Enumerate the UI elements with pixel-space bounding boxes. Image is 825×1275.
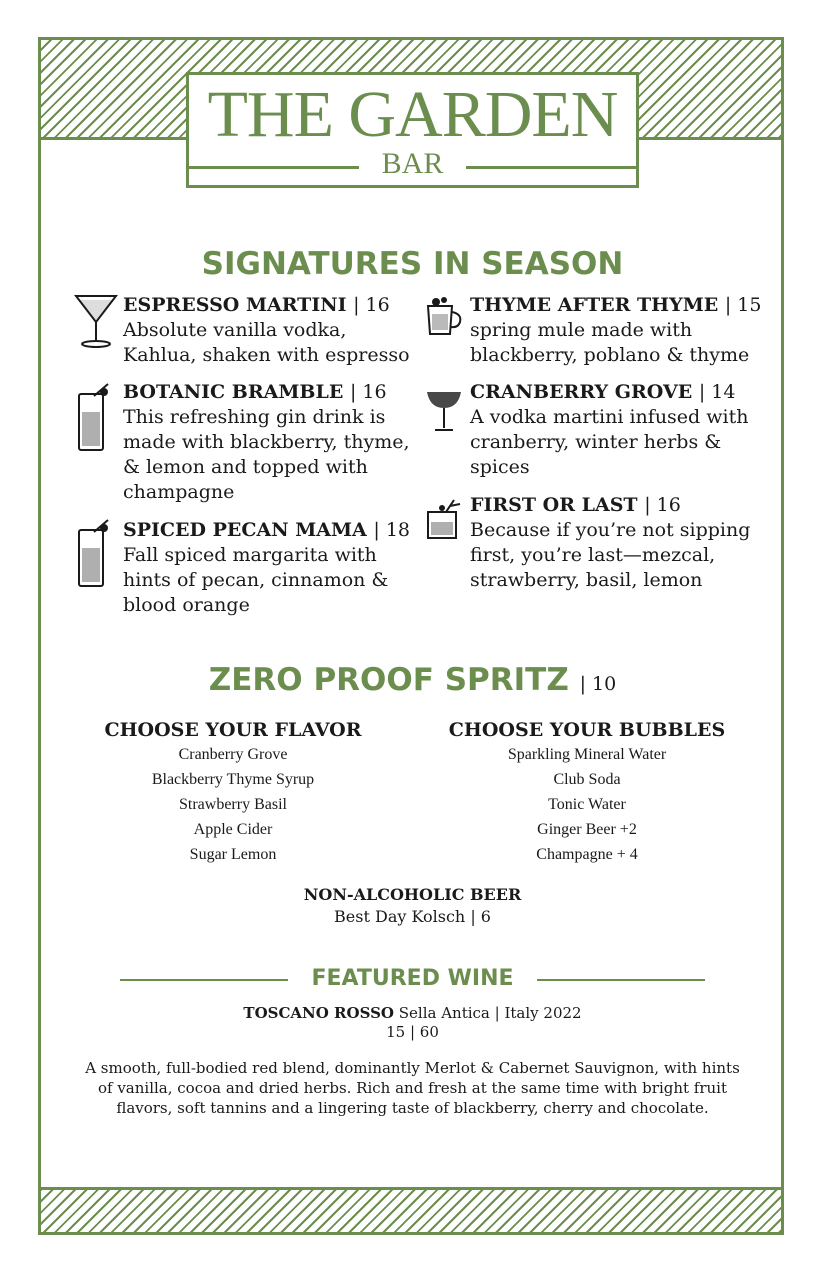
- item-name: BOTANIC BRAMBLE: [123, 381, 344, 403]
- zero-proof-title: ZERO PROOF SPRITZ: [208, 662, 569, 698]
- page-subtitle: BAR: [381, 147, 444, 180]
- flavor-column: [88, 718, 378, 867]
- item-price: | 16: [349, 381, 387, 403]
- item-price: | 14: [698, 381, 736, 403]
- item-description: spring mule made with blackberry, poblano & thyme: [470, 319, 750, 366]
- zero-proof-heading: [0, 662, 825, 698]
- menu-item-thyme-after-thyme: [470, 293, 760, 368]
- zero-proof-price: | 10: [579, 673, 617, 695]
- flavor-option: Cranberry Grove: [178, 746, 288, 763]
- wine-description: A smooth, full-bodied red blend, dominantly Merlot & Cabernet Sauvignon, with hints of vanilla, cocoa and dried herbs. Rich and fresh at the same time with bright fruit flavors, soft tannins and a lingering taste of blackberry, cherry and chocolate.: [85, 1059, 740, 1117]
- menu-item-cranberry-grove: [470, 380, 760, 480]
- beer-item: Best Day Kolsch | 6: [334, 907, 491, 926]
- rocks-glass-icon: [424, 496, 464, 542]
- bubbles-option: Ginger Beer +2: [537, 821, 637, 838]
- flavor-option: Strawberry Basil: [179, 796, 287, 813]
- wine-price: 15 | 60: [386, 1023, 439, 1041]
- item-description: Fall spiced margarita with hints of pecan, cinnamon & blood orange: [123, 544, 389, 616]
- title-box: [186, 72, 639, 188]
- item-price: | 16: [644, 494, 681, 516]
- non-alcoholic-beer: [0, 884, 825, 928]
- item-name: CRANBERRY GROVE: [470, 381, 693, 403]
- item-name: FIRST OR LAST: [470, 494, 638, 516]
- coupe-glass-icon: [424, 386, 464, 434]
- item-name: ESPRESSO MARTINI: [123, 294, 347, 316]
- menu-item-spiced-pecan-mama: [123, 518, 413, 618]
- mule-mug-icon: [422, 294, 466, 338]
- item-description: This refreshing gin drink is made with blackberry, thyme, & lemon and topped with champagne: [123, 406, 410, 503]
- flavor-option: Sugar Lemon: [189, 846, 277, 863]
- flavor-option: Apple Cider: [193, 821, 273, 838]
- wine-name: TOSCANO ROSSO: [243, 1004, 394, 1022]
- bubbles-option: Champagne + 4: [536, 846, 638, 863]
- page-title: THE GARDEN: [207, 78, 618, 151]
- bottom-hatch-band: [41, 1187, 781, 1232]
- menu-item-botanic-bramble: [123, 380, 413, 505]
- item-description: Because if you’re not sipping first, you’re last—mezcal, strawberry, basil, lemon: [470, 519, 751, 591]
- item-price: | 18: [373, 519, 411, 541]
- highball-glass-icon: [76, 382, 114, 452]
- bubbles-heading: CHOOSE YOUR BUBBLES: [448, 719, 726, 741]
- item-description: Absolute vanilla vodka, Kahlua, shaken with espresso: [123, 319, 410, 366]
- wine-details: Sella Antica | Italy 2022: [393, 1004, 582, 1022]
- martini-glass-icon: [74, 292, 118, 350]
- item-name: THYME AFTER THYME: [470, 294, 719, 316]
- item-description: A vodka martini infused with cranberry, winter herbs & spices: [470, 406, 749, 478]
- menu-item-first-or-last: [470, 493, 760, 593]
- menu-item-espresso-martini: [123, 293, 413, 368]
- signatures-heading: SIGNATURES IN SEASON: [201, 246, 624, 282]
- highball-glass-icon: [76, 518, 114, 588]
- menu-frame: [38, 37, 784, 1235]
- wine-divider-right: [537, 979, 705, 981]
- featured-wine-heading: FEATURED WINE: [311, 966, 514, 991]
- bubbles-option: Tonic Water: [548, 796, 626, 813]
- flavor-heading: CHOOSE YOUR FLAVOR: [104, 719, 362, 741]
- bubbles-option: Sparkling Mineral Water: [507, 746, 667, 763]
- title-divider-right: [466, 166, 636, 169]
- item-price: | 15: [724, 294, 762, 316]
- wine-line: [0, 1004, 825, 1042]
- flavor-option: Blackberry Thyme Syrup: [151, 771, 315, 788]
- bubbles-column: [432, 718, 742, 867]
- beer-heading: NON-ALCOHOLIC BEER: [303, 885, 522, 904]
- item-name: SPICED PECAN MAMA: [123, 519, 367, 541]
- item-price: | 16: [353, 294, 390, 316]
- bubbles-option: Club Soda: [553, 771, 621, 788]
